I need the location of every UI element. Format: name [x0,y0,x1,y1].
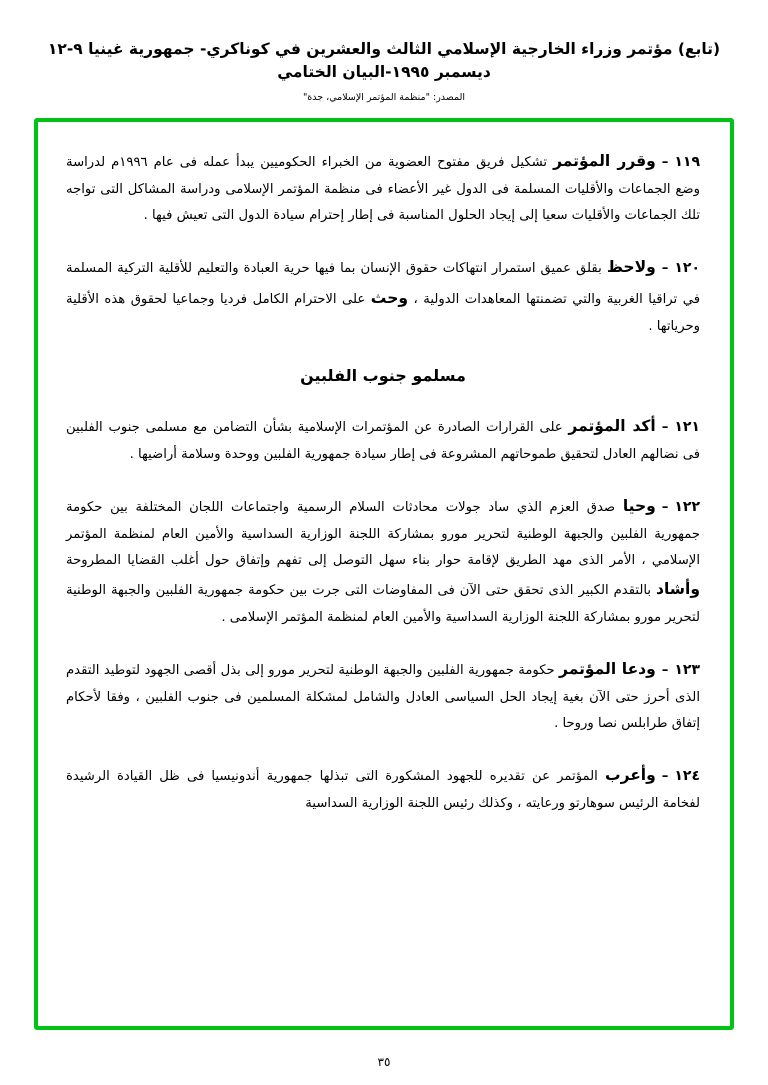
paragraph-number: ١٢٠ [674,259,700,276]
paragraph-124 [66,760,700,817]
page-number: ٣٥ [377,1055,391,1069]
paragraph-text-continued: على الاحترام الكامل فرديا وجماعيا لحقوق هذه الأقلية وحرياتها . [66,291,700,334]
paragraph-verb: أكد المؤتمر [568,417,656,436]
paragraph-verb-secondary: وحث [370,288,409,307]
paragraph-dash: – [661,420,669,436]
paragraph-dash: – [661,499,669,515]
paragraph-verb: ولاحظ [606,257,656,276]
paragraph-number: ١١٩ [674,154,701,170]
paragraph-dash: – [661,768,669,784]
content-frame [34,118,734,1030]
paragraph-122 [66,491,700,632]
paragraph-verb: وقرر المؤتمر [553,152,656,170]
paragraph-text: تشكيل فريق مفتوح العضوية من الخبراء الحكوميين يبدأ عمله فى عام ١٩٩٦م لدراسة وضع الجماعات والأقليات المسلمة فى الدول غير الأعضاء فى منظمة المؤتمر الإسلامى ودراسة المشاكل التى تواجه تلك الجماعات والأقليات سعيا إلى إيجاد الحلول المناسبة فى إطار إحترام سيادة الدول التى تعيش فيها . [66,155,700,224]
paragraph-number: ١٢٤ [674,767,700,784]
paragraph-number: ١٢٢ [674,498,700,515]
paragraph-verb-secondary: وأشاد [656,580,700,599]
paragraph-120 [66,252,700,340]
paragraph-text: المؤتمر عن تقديره للجهود المشكورة التى تبذلها جمهورية أندونيسيا فى ظل القيادة الرشيدة لفخامة الرئيس سوهارتو ورعايته ، وكذلك رئيس اللجنة الوزارية السداسية [66,768,700,811]
paragraph-text: بقلق عميق استمرار انتهاكات حقوق الإنسان بما فيها حرية العبادة والتعليم للأقلية التركية المسلمة في تراقيا الغربية والتي تضمنتها المعاهدات الدولية ، [66,260,701,307]
paragraph-dash: – [661,260,669,276]
content-body [38,122,730,827]
paragraph-123 [66,654,700,738]
paragraph-verb: ودعا المؤتمر [559,659,656,678]
paragraph-text: صدق العزم الذي ساد جولات محادثات السلام الرسمية واجتماعات اللجان المختلفة بين حكومة جمهورية الفلبين والجبهة الوطنية لتحرير مورو بمشاركة اللجنة الوزارية السداسية والأمين العام لمنظمة المؤتمر الإسلامي ، الأمر الذى مهد الطريق لإقامة حوار بناء سهل التوصل إلى تفهم وإتفاق حول أغلب القضايا المطروحة [66,499,700,569]
paragraph-dash: – [661,155,669,170]
paragraph-text: على القرارات الصادرة عن المؤتمرات الإسلامية بشأن التضامن مع مسلمى جنوب الفلبين فى نضالهم العادل لتحقيق طموحاتهم المشروعة فى إطار سيادة جمهورية الفلبين ووحدة وسلامة أراضيها . [66,420,700,463]
section-heading: مسلمو جنوب الفلبين [300,366,466,386]
paragraph-number: ١٢٣ [674,661,700,678]
paragraph-text: حكومة جمهورية الفلبين والجبهة الوطنية لتحرير مورو إلى بذل أقصى الجهود لتوطيد التقدم الذى أحرز حتى الآن بغية إيجاد الحل السياسى العادل والشامل لمشكلة المسلمين فى جنوب الفلبين ، وفقا لأحكام إتفاق طرابلس نصا وروحا . [66,662,700,732]
paragraph-verb: وحيا [622,496,656,515]
header-source: المصدر: "منظمة المؤتمر الإسلامي، جدة" [302,91,466,103]
paragraph-dash: – [661,662,669,678]
paragraph-verb: وأعرب [605,765,656,784]
header-title: (تابع) مؤتمر وزراء الخارجية الإسلامي الثالث والعشرين في كوناكري- جمهورية غينيا ٩-١٢ ديسمبر ١٩٩٥-البيان الختامي [47,40,721,82]
paragraph-119 [66,146,700,230]
paragraph-number: ١٢١ [674,419,700,436]
page-header [0,0,768,103]
paragraph-text-continued: بالتقدم الكبير الذى تحقق حتى الآن فى المفاوضات التى جرت بين حكومة جمهورية الفلبين والجبهة الوطنية لتحرير مورو بمشاركة اللجنة الوزارية السداسية والأمين العام لمنظمة المؤتمر الإسلامى . [66,583,700,626]
paragraph-121 [66,411,700,468]
